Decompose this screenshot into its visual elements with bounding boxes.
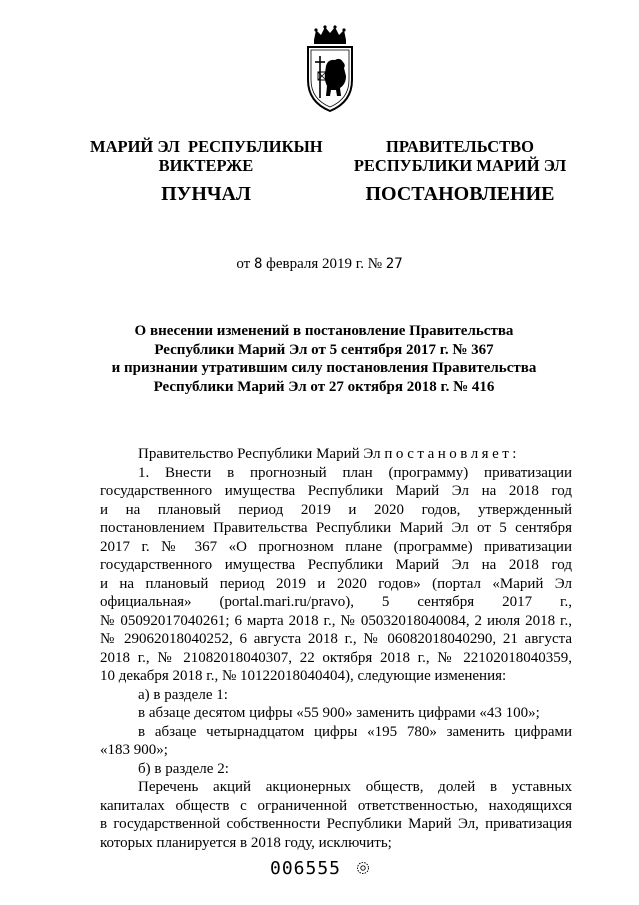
paragraph-line: которых планируется в 2018 году, исключить; bbox=[100, 834, 392, 851]
paragraph-1 bbox=[100, 464, 572, 686]
paragraph-line: государственного имущества Республики Марий Эл на 2018 год bbox=[100, 483, 572, 499]
item-a: а) в разделе 1: bbox=[138, 686, 228, 703]
title-line: и признании утратившим силу постановления Правительства bbox=[111, 360, 537, 376]
date-line bbox=[0, 255, 639, 273]
item-a-1: в абзаце десятом цифры «55 900» заменить цифрами «43 100»; bbox=[138, 705, 540, 721]
paragraph-line: и на плановый период 2019 и 2020 годов, утвержденный bbox=[100, 501, 572, 518]
paragraph-line: постановлением Правительства Республики Марий Эл от 5 сентября bbox=[100, 520, 572, 536]
date-prefix: от bbox=[236, 256, 251, 272]
item-a-2-line2: «183 900»; bbox=[100, 742, 168, 758]
serial-number: 006555 bbox=[270, 858, 342, 879]
paragraph-line: № 05092017040261; 6 марта 2018 г., № 05032018040084, 2 июля 2018 г., bbox=[100, 612, 572, 629]
paragraph-line: государственного имущества Республики Марий Эл на 2018 год bbox=[100, 557, 572, 573]
paragraph-line: № 29062018040252, 6 августа 2018 г., № 06082018040290, 21 августа bbox=[100, 631, 572, 647]
paragraph-line: капиталах обществ с ограниченной ответственностью, находящихся bbox=[100, 797, 572, 814]
header-left-line1: МАРИЙ ЭЛ РЕСПУБЛИКЫН bbox=[90, 137, 323, 156]
preamble-text: Правительство Республики Марий Эл bbox=[138, 446, 381, 462]
header-right-line2: РЕСПУБЛИКИ МАРИЙ ЭЛ bbox=[353, 156, 567, 175]
date-day: 8 bbox=[253, 256, 263, 272]
title-line: Республики Марий Эл от 27 октября 2018 г. № 416 bbox=[153, 378, 495, 395]
item-b-1 bbox=[100, 778, 572, 852]
paragraph-line: 1. Внести в прогнозный план (программу) приватизации bbox=[138, 464, 572, 481]
paragraph-line: официальная» (portal.mari.ru/pravo), 5 сентября 2017 г., bbox=[100, 594, 572, 610]
preamble-spaced: постановляет: bbox=[384, 446, 520, 462]
header-right-title: ПОСТАНОВЛЕНИЕ bbox=[365, 183, 555, 205]
paragraph-line: 2017 г. № 367 «О прогнозном плане (программе) приватизации bbox=[100, 538, 572, 555]
document-number: 27 bbox=[385, 256, 403, 272]
header-right-line1: ПРАВИТЕЛЬСТВО bbox=[386, 137, 534, 156]
paragraph-line: Перечень акций акционерных обществ, долей в уставных bbox=[138, 779, 572, 795]
coat-of-arms-icon bbox=[300, 24, 360, 114]
document-body bbox=[100, 445, 572, 852]
ornament-icon bbox=[356, 861, 370, 875]
date-month-year: февраля 2019 г. № bbox=[266, 256, 383, 272]
paragraph-line: в государственной собственности Республики Марий Эл, приватизация bbox=[100, 816, 572, 832]
header-left-line2: ВИКТЕРЖЕ bbox=[158, 156, 254, 175]
preamble bbox=[100, 445, 572, 464]
paragraph-line: 2018 г., № 21082018040307, 22 октября 2018 г., № 22102018040359, bbox=[100, 649, 572, 666]
header-left bbox=[90, 137, 322, 206]
title-line: Республики Марий Эл от 5 сентября 2017 г. № 367 bbox=[154, 341, 494, 358]
item-b: б) в разделе 2: bbox=[138, 760, 229, 777]
item-a-2-line1: в абзаце четырнадцатом цифры «195 780» заменить цифрами bbox=[138, 723, 572, 740]
header-left-title: ПУНЧАЛ bbox=[161, 183, 251, 205]
paragraph-line: 10 декабря 2018 г., № 10122018040404), следующие изменения: bbox=[100, 668, 507, 684]
title-line: О внесении изменений в постановление Правительства bbox=[134, 323, 514, 339]
document-title bbox=[80, 322, 568, 396]
paragraph-line: и на плановый период 2019 и 2020 годов» (портал «Марий Эл bbox=[100, 575, 572, 592]
header-right bbox=[352, 137, 568, 206]
